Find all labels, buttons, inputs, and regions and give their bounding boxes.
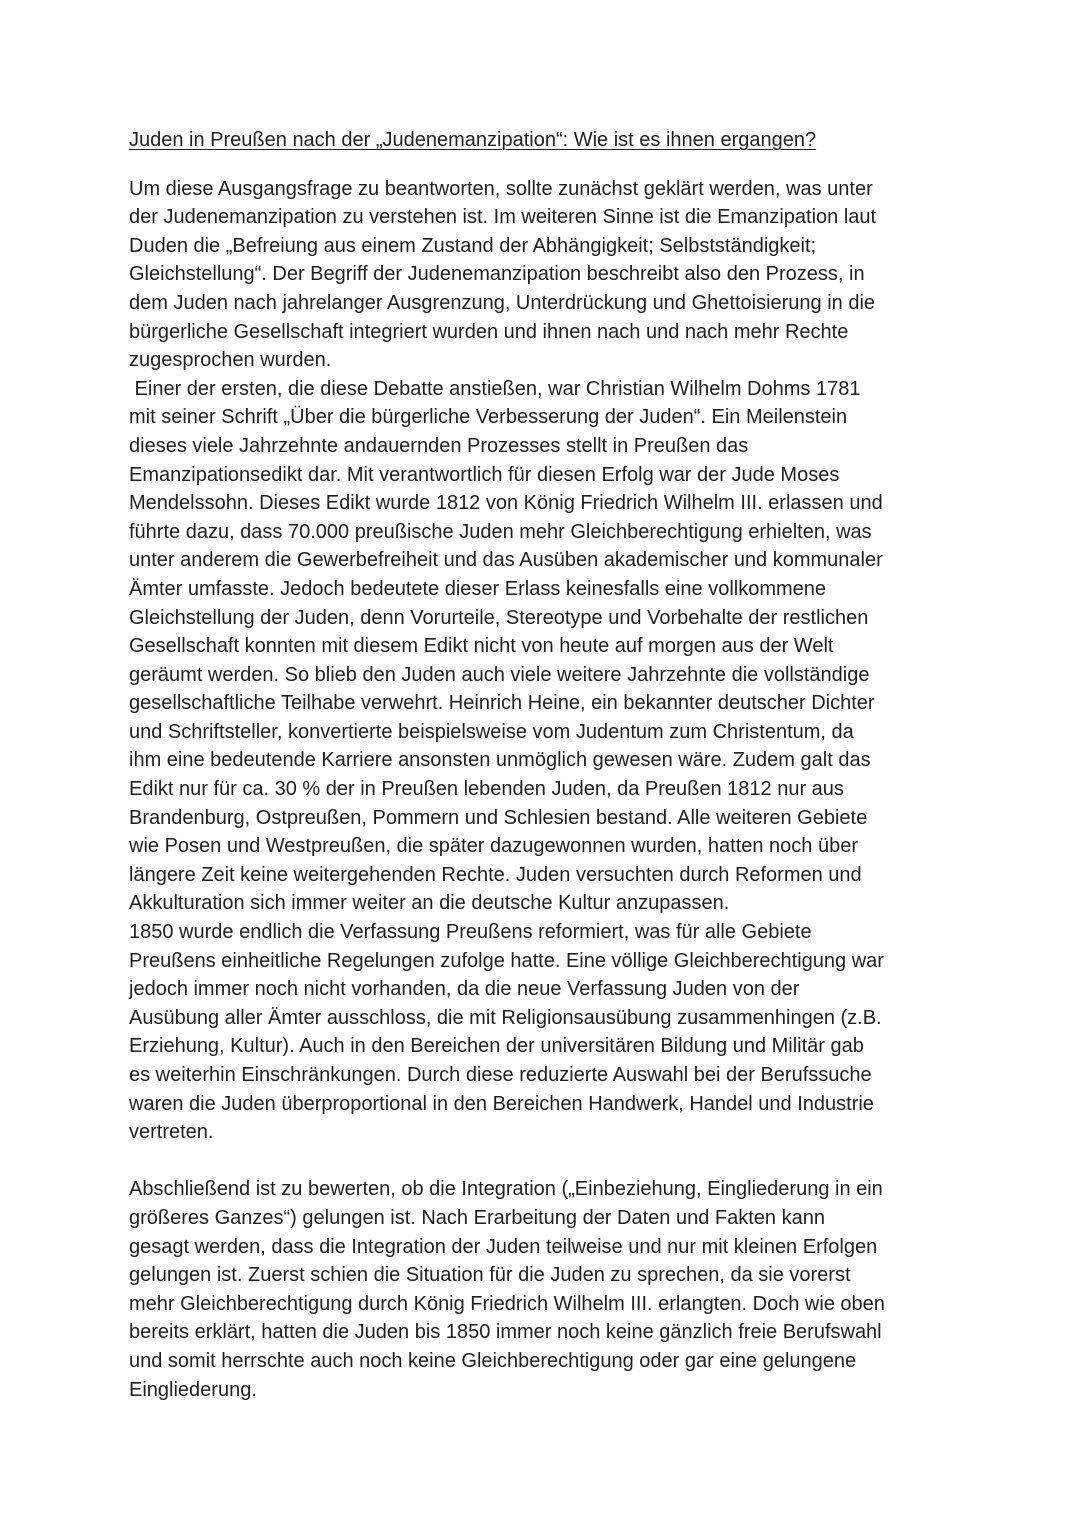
text-line: unter anderem die Gewerbefreiheit und das Ausüben akademischer und kommunaler [129, 549, 883, 572]
text-line: der Judenemanzipation zu verstehen ist. Im weiteren Sinne ist die Emanzipation laut [129, 206, 877, 229]
text-line: Ausübung aller Ämter ausschloss, die mit Religionsausübung zusammenhingen (z.B. [129, 1006, 882, 1029]
text-line: es weiterhin Einschränkungen. Durch diese reduzierte Auswahl bei der Berufssuche [129, 1064, 872, 1086]
text-line: Einer der ersten, die diese Debatte anstießen, war Christian Wilhelm Dohms 1781 [129, 377, 861, 400]
text-line: Gesellschaft konnten mit diesem Edikt nicht von heute auf morgen aus der Welt [129, 635, 834, 658]
text-line: Akkulturation sich immer weiter an die deutsche Kultur anzupassen. [129, 892, 730, 915]
text-line: und Schriftsteller, konvertierte beispielsweise vom Judentum zum Christentum, da [129, 720, 854, 743]
paragraph-spacer [129, 1147, 959, 1176]
text-line: Gleichstellung der Juden, denn Vorurteile, Stereotype und Vorbehalte der restlichen [129, 606, 869, 629]
text-line: Emanzipationsedikt dar. Mit verantwortlich für diesen Erfolg war der Jude Moses [129, 463, 840, 486]
text-line: größeres Ganzes“) gelungen ist. Nach Erarbeitung der Daten und Fakten kann [129, 1206, 825, 1229]
text-line: ihm eine bedeutende Karriere ansonsten unmöglich gewesen wäre. Zudem galt das [129, 749, 871, 772]
paragraph-conclusion [129, 1175, 959, 1404]
text-line: Eingliederung. [129, 1378, 257, 1401]
text-line: dem Juden nach jahrelanger Ausgrenzung, Unterdrückung und Ghettoisierung in die [129, 291, 876, 314]
text-line: Um diese Ausgangsfrage zu beantworten, sollte zunächst geklärt werden, was unter [129, 177, 873, 200]
text-line: Ämter umfasste. Jedoch bedeutete dieser Erlass keinesfalls eine vollkommene [129, 577, 827, 600]
text-line: Erziehung, Kultur). Auch in den Bereichen der universitären Bildung und Militär gab [129, 1035, 864, 1058]
paragraph-definition [129, 175, 959, 375]
text-line: gelungen ist. Zuerst schien die Situation für die Juden zu sprechen, da sie vorerst [129, 1264, 851, 1287]
text-line: bereits erklärt, hatten die Juden bis 1850 immer noch keine gänzlich freie Berufswahl [129, 1321, 882, 1344]
text-line: längere Zeit keine weitergehenden Rechte. Juden versuchten durch Reformen und [129, 863, 862, 886]
text-line: gesellschaftliche Teilhabe verwehrt. Heinrich Heine, ein bekannter deutscher Dichter [129, 692, 875, 715]
text-line: vertreten. [129, 1121, 214, 1144]
paragraph-constitution [129, 918, 959, 1147]
text-line: waren die Juden überproportional in den Bereichen Handwerk, Handel und Industrie [129, 1092, 874, 1115]
paragraph-history [129, 375, 959, 918]
text-line: geräumt werden. So blieb den Juden auch viele weitere Jahrzehnte die vollständige [129, 663, 870, 686]
text-line: und somit herrschte auch noch keine Gleichberechtigung oder gar eine gelungene [129, 1349, 857, 1372]
text-line: 1850 wurde endlich die Verfassung Preußens reformiert, was für alle Gebiete [129, 921, 812, 944]
document-page [129, 126, 959, 1404]
text-line: Mendelssohn. Dieses Edikt wurde 1812 von König Friedrich Wilhelm III. erlassen und [129, 492, 883, 515]
text-line: wie Posen und Westpreußen, die später dazugewonnen wurden, hatten noch über [129, 835, 859, 858]
text-line: dieses viele Jahrzehnte andauernden Prozesses stellt in Preußen das [129, 434, 749, 457]
text-line: führte dazu, dass 70.000 preußische Juden mehr Gleichberechtigung erhielten, was [129, 520, 872, 543]
text-line: mit seiner Schrift „Über die bürgerliche Verbesserung der Juden“. Ein Meilenstein [129, 406, 848, 429]
text-line: Brandenburg, Ostpreußen, Pommern und Schlesien bestand. Alle weiteren Gebiete [129, 806, 868, 829]
document-title: Juden in Preußen nach der „Judenemanzipation“: Wie ist es ihnen ergangen? [129, 129, 817, 151]
text-line: Preußens einheitliche Regelungen zufolge hatte. Eine völlige Gleichberechtigung war [129, 949, 884, 972]
text-line: bürgerliche Gesellschaft integriert wurden und ihnen nach und nach mehr Rechte [129, 320, 849, 343]
text-line: jedoch immer noch nicht vorhanden, da die neue Verfassung Juden von der [129, 978, 800, 1001]
text-line: Gleichstellung“. Der Begriff der Judenemanzipation beschreibt also den Prozess, in [129, 263, 865, 286]
text-line: Duden die „Befreiung aus einem Zustand der Abhängigkeit; Selbstständigkeit; [129, 234, 817, 257]
text-line: mehr Gleichberechtigung durch König Friedrich Wilhelm III. erlangten. Doch wie oben [129, 1292, 885, 1315]
text-line: gesagt werden, dass die Integration der Juden teilweise und nur mit kleinen Erfolgen [129, 1235, 878, 1258]
text-line: Abschließend ist zu bewerten, ob die Integration („Einbeziehung, Eingliederung in ein [129, 1178, 883, 1201]
text-line: Edikt nur für ca. 30 % der in Preußen lebenden Juden, da Preußen 1812 nur aus [129, 778, 844, 801]
text-line: zugesprochen wurden. [129, 349, 332, 372]
